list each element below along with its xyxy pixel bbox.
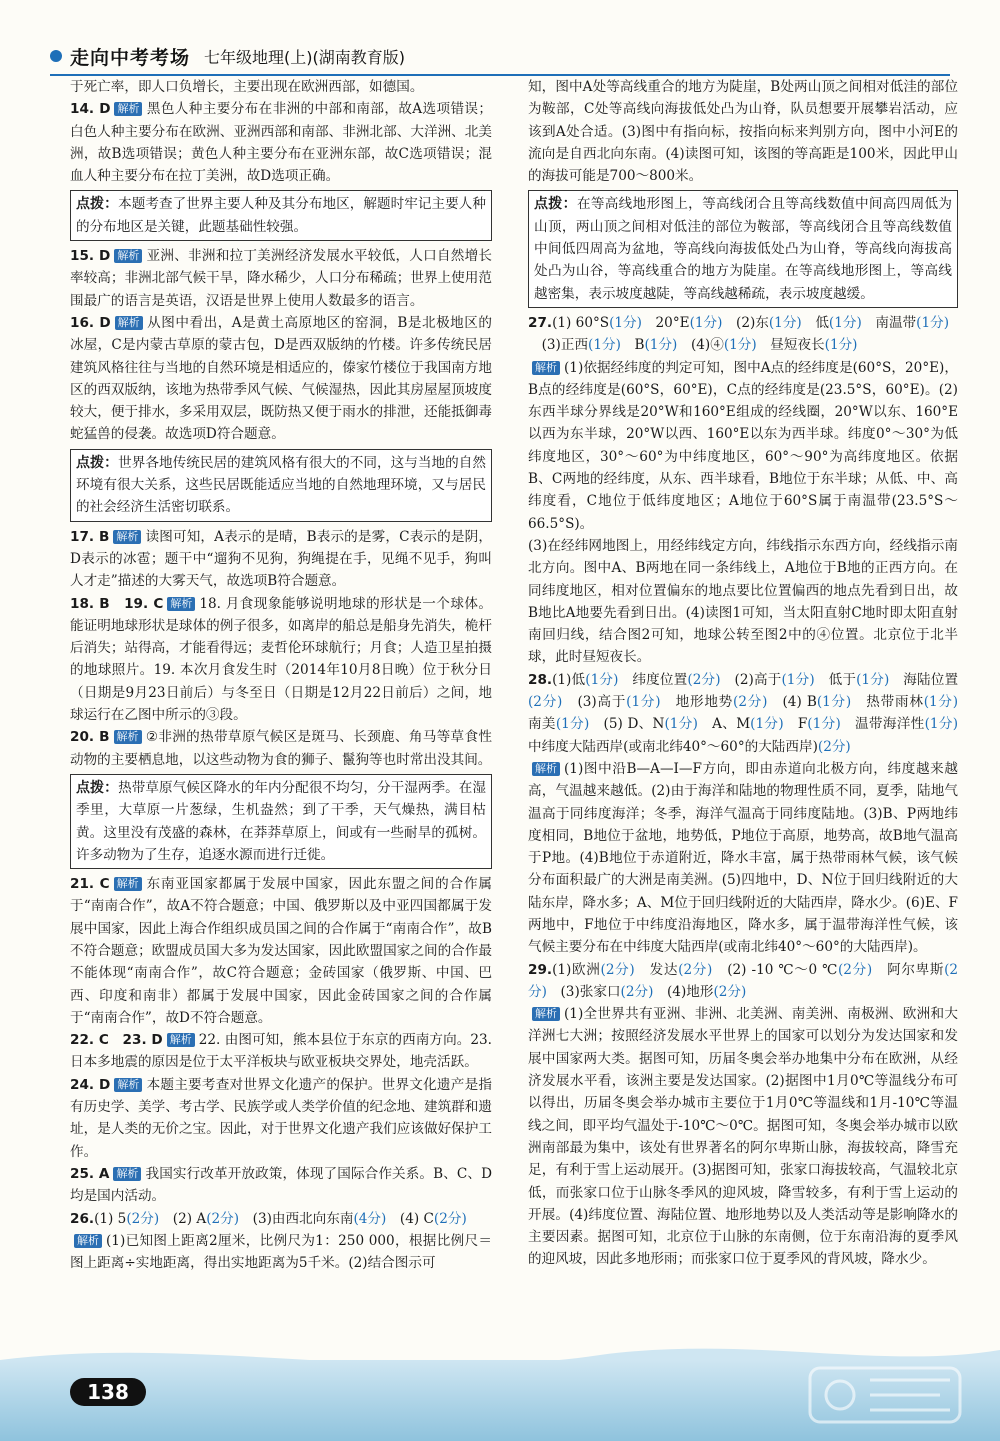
analysis-tag: 解析 <box>114 1078 142 1092</box>
answer-part: (1) 5 <box>94 1210 127 1227</box>
analysis-tag: 解析 <box>167 597 195 611</box>
analysis-text: 读图可知，A表示的是晴，B表示的是雾，C表示的是阴，D表示的冰雹；题干中“遛狗不见狗，狗绳提在手，见绳不见手，狗叫人才走”描述的大雾天气，故选项B符合题意。 <box>70 528 492 590</box>
answer-18-19 <box>70 593 492 727</box>
bullet-dot-icon <box>50 50 62 62</box>
answer-14 <box>70 98 492 187</box>
answer-number: 16. D <box>70 314 111 331</box>
answer-21 <box>70 873 492 1029</box>
score: (2分) <box>600 961 635 978</box>
analysis-tag: 解析 <box>114 249 142 263</box>
answer-number: 15. D <box>70 248 111 265</box>
analysis-text: 东南亚国家都属于发展中国家，因此东盟之间的合作属于“南南合作”，故A不符合题意；中国、俄罗斯以及中亚四国都属于发展中国家，因此上海合作组织成员国之间的合作属于“南南合作”，故B不符合题意；欧盟成员国大多为发达国家，因此欧盟国家之间的合作最不能体现“南南合作”，故C符合题意；金砖国家（俄罗斯、中国、巴西、印度和南非）都属于发展中国家，因此金砖国家之间的合作属于“南南合作”，故D不符合题意。 <box>70 876 493 1026</box>
score: (2分) <box>528 694 563 711</box>
analysis-text: (1)图中沿B—A—I—F方向，即由赤道向北极方向，纬度越来越高，气温越来越低。(2)由于海洋和陆地的物理性质不同，夏季，陆地气温高于同纬度海洋；冬季，海洋气温高于同纬度陆地。(3)B、P两地纬度相同，B地位于盆地，地势低，P地位于高原，地势高，故B地气温高于P地。(4)B地位于赤道附近，降水丰富，属于热带雨林气候，该气候分布面积最广的大洲是南美洲。(5)四地中，D、N位于回归线附近的大陆东岸，降水多；A、M位于回归线附近的大陆西岸，降水少。(6)E、F两地中，F地位于中纬度沿海地区，降水多，属于温带海洋性气候，该气候主要分布在中纬度大陆西岸(或南北纬40°～60°的大陆西岸)。 <box>528 760 958 956</box>
answer-part: F <box>797 716 808 733</box>
answer-28 <box>528 669 958 959</box>
analysis-text: (1)全世界共有亚洲、非洲、北美洲、南美洲、南极洲、欧洲和大洋洲七大洲；按照经济发展水平世界上的国家可以划分为发达国家和发展中国家两大类。据图可知，历届冬奥会举办地集中分布在欧洲，从经济发展水平看，该洲主要是发达国家。(2)据图中1月0℃等温线分布可以得出，历届冬奥会举办城市主要位于1月0℃等温线和1月-10℃等温线之间，即平均气温处于-10℃～0℃。据图可知，冬奥会举办城市以欧洲南部最为集中，该处有世界著名的阿尔卑斯山脉，海拔较高，降雪充足，有利于雪上运动展开。(3)据图可知，张家口海拔较高，气温较北京低，而张家口位于山脉冬季风的迎风坡，降雪较多，有利于雪上运动的开展。(4)纬度位置、海陆位置、地形地势以及人类活动等是影响降水的主要因素。据图可知，北京位于山脉的东南侧，位于东南沿海的夏季风的迎风坡，因此多地形雨；而张家口位于夏季风的背风坡，降水少。 <box>528 1006 958 1268</box>
answer-part: (3)由西北向东南 <box>252 1210 354 1227</box>
tip-keyword: 点拨： <box>76 779 119 796</box>
answer-15 <box>70 245 492 312</box>
score: (1分) <box>750 716 784 733</box>
answer-part: (4)④ <box>690 337 724 354</box>
score: (1分) <box>768 314 802 331</box>
answer-part: B <box>634 337 645 354</box>
left-column <box>70 76 492 1274</box>
answer-20 <box>70 726 492 771</box>
answer-number: 26. <box>70 1210 95 1227</box>
score: (1分) <box>924 716 959 733</box>
answer-part: (2) A <box>172 1210 207 1227</box>
answer-number: 24. D <box>70 1076 111 1093</box>
answer-part: 纬度位置 <box>632 671 688 688</box>
answer-number: 14. D <box>70 101 111 118</box>
answer-part: (2)东 <box>736 314 769 331</box>
answer-part: 低 <box>815 314 829 331</box>
analysis-tag: 解析 <box>114 877 142 891</box>
right-column <box>528 76 958 1271</box>
score: (2分) <box>837 961 873 978</box>
answer-part: (5) D、N <box>603 716 665 733</box>
intro-text: 于死亡率，即人口负增长，主要出现在欧洲西部，如德国。 <box>70 79 424 95</box>
answer-number: 25. A <box>70 1165 110 1182</box>
book-title: 七年级地理(上)(湖南教育版) <box>204 47 405 67</box>
answer-part: 发达 <box>649 961 679 978</box>
analysis-text: 本题主要考查对世界文化遗产的保护。世界文化遗产是指有历史学、美学、考古学、民族学或人类学价值的纪念地、建筑群和遗址，是人类的无价之宝。因此，对于世界文化遗产我们应该做好保护工作。 <box>70 1076 492 1160</box>
answer-number: 21. C <box>70 876 110 893</box>
analysis-text: 18. 月食现象能够说明地球的形状是一个球体。能证明地球形状是球体的例子很多，如离岸的船总是船身先消失，桅杆后消失；站得高，才能看得远；麦哲伦环球航行；月食；人造卫星拍摄的地球照片。19. 本次月食发生时（2014年10月8日晚）位于秋分日（日期是9月23日前后）与冬至日（日期是12月22日前后）之间，地球运行在乙图中所示的③段。 <box>70 595 492 724</box>
tip-keyword: 点拨： <box>76 196 119 213</box>
score: (2分) <box>433 1210 467 1227</box>
score: (2分) <box>620 983 654 1000</box>
score: (1分) <box>828 314 862 331</box>
answer-part: (2)高于 <box>734 671 782 688</box>
answer-part: (3)高于 <box>577 694 627 711</box>
answer-part: (3)正西 <box>541 337 589 354</box>
answer-part: A、M <box>712 716 751 733</box>
answer-part: (1)欧洲 <box>552 961 601 978</box>
score: (1分) <box>664 716 698 733</box>
tip-box-20 <box>70 774 492 869</box>
score: (1分) <box>923 694 959 711</box>
answer-part: 昼短夜长 <box>770 337 825 354</box>
answer-part: 南美 <box>528 716 556 733</box>
answer-number: 28. <box>528 671 553 688</box>
score: (1分) <box>723 337 757 354</box>
score: (2分) <box>528 961 959 1000</box>
score: (1分) <box>856 671 890 688</box>
score: (2分) <box>817 738 851 755</box>
analysis-text: (1)依据经纬度的判定可知，图中A点的经纬度是(60°S，20°E)，B点的经纬度是(60°S，60°E)，C点的经纬度是(23.5°S，60°E)。(2)东西半球分界线是20°W和160°E组成的经线圈，20°W以东、160°E以西为东半球，20°W以西、160°E以东为西半球。纬度0°～30°为低纬度地区，30°～60°为中纬度地区，60°～90°为高纬度地区。依据B、C两地的经纬度，从东、西半球看，B地位于东半球；从低、中、高纬度看，C地位于低纬度地区；A地位于60°S属于南温带(23.5°S～66.5°S)。 <box>528 359 958 532</box>
answer-part: (4)地形 <box>667 983 714 1000</box>
answer-part: 温带海洋性 <box>855 716 925 733</box>
score: (1分) <box>816 694 852 711</box>
score: (1分) <box>644 337 678 354</box>
analysis-text: 从图中看出，A是黄土高原地区的窑洞，B是北极地区的冰屋，C是内蒙古草原的蒙古包，D是西双版纳的竹楼。许多传统民居建筑风格往往与当地的自然环境是相适应的，傣家竹楼位于我国南方地区的西双版纳，该地为热带季风气候、气候湿热，因此其房屋屋顶坡度较大，便于排水，多采用双层，既防热又便于雨水的排泄，还能抵御毒蛇猛兽的侵袭。故选项D符合题意。 <box>70 314 492 443</box>
analysis-tag: 解析 <box>115 316 143 330</box>
answer-part: 20°E <box>655 314 690 331</box>
answer-27-part2: (3)在经纬网地图上，用经纬线定方向，纬线指示东西方向，经线指示南北方向。图中A、B两地在同一条纬线上，A地位于B地的正西方向。在同纬度地区，相对位置偏东的地点要比位置偏西的地点先看到日出，故B地比A地要先看到日出。(4)读图1可知，当太阳直射C地时即太阳直射南回归线，结合图2可知，地球公转至图2中的④位置。北京位于北半球，此时昼短夜长。 <box>528 537 958 666</box>
score: (2分) <box>678 961 713 978</box>
answer-26 <box>70 1208 492 1275</box>
answer-part: (4) B <box>782 694 817 711</box>
answer-24 <box>70 1074 492 1163</box>
answer-part: 低于 <box>828 671 857 688</box>
score: (4分) <box>353 1210 387 1227</box>
answer-part: 中纬度大陆西岸(或南北纬40°～60°的大陆西岸) <box>528 738 818 755</box>
score: (1分) <box>609 314 642 331</box>
page-header <box>50 38 950 76</box>
answer-part: (2) -10 ℃～0 ℃ <box>727 961 838 978</box>
answer-16 <box>70 312 492 446</box>
answer-part: 南温带 <box>875 314 917 331</box>
answer-22-23 <box>70 1029 492 1074</box>
analysis-tag: 解析 <box>532 361 560 375</box>
tip-keyword: 点拨： <box>534 196 577 213</box>
answer-27 <box>528 312 958 535</box>
tip-text: 本题考查了世界主要人种及其分布地区，解题时牢记主要人种的分布地区是关键，此题基础性较强。 <box>76 196 487 235</box>
answer-part: 阿尔卑斯 <box>887 961 945 978</box>
answer-part: 海陆位置 <box>903 671 959 688</box>
answer-part: (1) 60°S <box>552 314 610 331</box>
score: (2分) <box>206 1210 240 1227</box>
watermark-logo-icon <box>800 1360 970 1430</box>
analysis-tag: 解析 <box>113 530 141 544</box>
answer-part: 热带雨林 <box>866 694 924 711</box>
score: (2分) <box>713 983 747 1000</box>
tip-box-26 <box>528 190 958 307</box>
answer-number: 17. B <box>70 528 110 545</box>
tip-box-16 <box>70 449 492 522</box>
series-title: 走向中考考场 <box>70 46 191 69</box>
answer-29 <box>528 959 958 1271</box>
answer-number: 29. <box>528 961 553 978</box>
score: (1分) <box>781 671 815 688</box>
tip-text: 在等高线地形图上，等高线闭合且等高线数值中间高四周低为山顶，两山顶之间相对低洼的部位为鞍部，等高线闭合且等高线数值中间低四周高为盆地，等高线向海拔低处凸为山脊，等高线向海拔高处凸为山谷，等高线重合的地方为陡崖。在等高线地形图上，等高线越密集，表示坡度越陡，等高线越稀疏，表示坡度越缓。 <box>534 196 953 302</box>
score: (1分) <box>824 337 858 354</box>
analysis-tag: 解析 <box>532 762 560 776</box>
analysis-text: 22. 由图可知，熊本县位于东京的西南方向。23. 日本多地震的原因是位于太平洋板块与欧亚板块交界处，地壳活跃。 <box>70 1032 492 1071</box>
answer-part: (1)低 <box>552 671 586 688</box>
answer-part: (3)张家口 <box>560 983 621 1000</box>
analysis-tag: 解析 <box>532 1007 560 1021</box>
answer-17 <box>70 526 492 593</box>
analysis-tag: 解析 <box>113 1167 141 1181</box>
answer-26-continued: 知，图中A处等高线重合的地方为陡崖，B处两山顶之间相对低洼的部位为鞍部，C处等高线向海拔低处凸为山脊，队员想要开展攀岩活动，应该到A处合适。(3)图中有指向标，按指向标来判别方向，图中小河E的流向是自西北向东南。(4)读图可知，该图的等高距是100米，因此甲山的海拔可能是700～800米。 <box>528 79 958 185</box>
score: (1分) <box>916 314 950 331</box>
score: (1分) <box>689 314 723 331</box>
answer-part: 地形地势 <box>675 694 734 711</box>
score: (2分) <box>126 1210 160 1227</box>
analysis-tag: 解析 <box>167 1033 195 1047</box>
tip-text: 热带草原气候区降水的年内分配很不均匀，分干湿两季。在湿季里，大草原一片葱绿，生机盎然；到了干季，天气燥热，满目枯黄。这里没有茂盛的森林，在莽莽草原上，间或有一些耐旱的孤树。许多动物为了生存，追逐水源而进行迁徙。 <box>76 779 487 863</box>
tip-box-14 <box>70 190 492 241</box>
score: (2分) <box>687 671 721 688</box>
analysis-text: 黑色人种主要分布在非洲的中部和南部，故A选项错误；白色人种主要分布在欧洲、亚洲西部和南部、非洲北部、大洋洲、北美洲，故B选项错误；黄色人种主要分布在亚洲东部，故C选项错误；混血人种主要分布在拉丁美洲，故D选项正确。 <box>70 101 492 185</box>
score: (1分) <box>807 716 841 733</box>
tip-keyword: 点拨： <box>76 454 119 471</box>
page-number: 138 <box>70 1378 146 1406</box>
answer-number: 18. B 19. C <box>70 595 164 612</box>
answer-number: 20. B <box>70 729 110 746</box>
analysis-tag: 解析 <box>74 1234 102 1248</box>
analysis-tag: 解析 <box>114 730 142 744</box>
score: (2分) <box>733 694 768 711</box>
analysis-tag: 解析 <box>114 102 142 116</box>
score: (1分) <box>585 671 619 688</box>
analysis-text: ②非洲的热带草原气候区是斑马、长颈鹿、角马等草食性动物的主要栖息地，以这些动物为食的狮子、鬣狗等也时常出没其间。 <box>70 729 492 768</box>
answer-number: 27. <box>528 314 553 331</box>
tip-text: 世界各地传统民居的建筑风格有很大的不同，这与当地的自然环境有很大关系，这些民居既能适应当地的自然地理环境，又与居民的社会经济生活密切联系。 <box>76 454 487 516</box>
score: (1分) <box>588 337 621 354</box>
score: (1分) <box>555 716 590 733</box>
analysis-text: (1)已知图上距离2厘米，比例尺为1：250 000，根据比例尺＝图上距离÷实地距离，得出实地距离为5千米。(2)结合图示可 <box>70 1232 492 1272</box>
answer-number: 22. C 23. D <box>70 1032 163 1049</box>
answer-part: (4) C <box>399 1210 434 1227</box>
analysis-text: 亚洲、非洲和拉丁美洲经济发展水平较低，人口自然增长率较高；非洲北部气候干旱，降水稀少，人口分布稀疏；世界上使用范围最广的语言是英语，汉语是世界上使用人数最多的语言。 <box>70 248 492 309</box>
score: (1分) <box>626 694 661 711</box>
answer-25 <box>70 1163 492 1208</box>
analysis-text: 我国实行改革开放政策，体现了国际合作关系。B、C、D均是国内活动。 <box>70 1165 492 1205</box>
